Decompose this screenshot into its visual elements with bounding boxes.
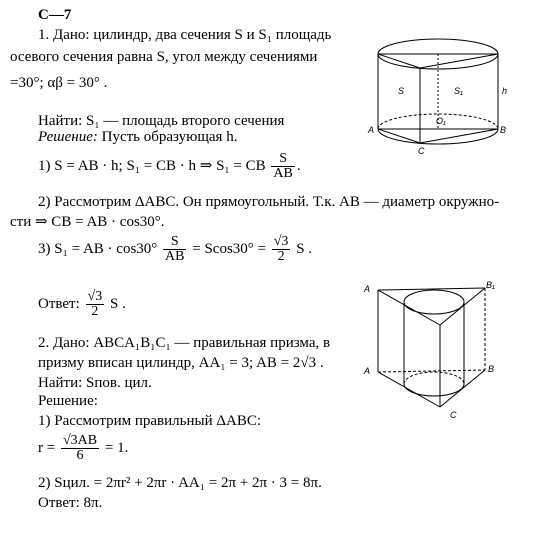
fraction [163,235,186,264]
fig1-label-O1: O₁ [436,116,446,126]
answer-end: S . [109,295,126,312]
r-text: r = [38,439,56,456]
fraction [61,434,99,463]
step3-mid: = Scos30° = [192,240,266,257]
p2-r-formula [38,434,128,463]
fig2-label-B: B [488,364,495,374]
p1-step-1 [38,152,301,181]
fraction-num: √3 [273,234,289,249]
p1-step-3 [38,235,312,264]
fraction-num: S [163,235,186,250]
r-end: = 1. [104,439,129,456]
step3-end: S . [296,240,313,257]
p1-solution [38,130,237,145]
fraction-den: AB [165,249,185,264]
cylinder-figure [368,30,510,170]
page-title: С—7 [38,7,72,23]
fraction [272,235,291,264]
p1-step-2: 2) Рассмотрим ΔABC. Он прямоугольный. Т.к. AB — диаметр окружно- [38,194,500,210]
fraction-den: AB [273,166,293,181]
step1-end: . [296,157,301,174]
p1-step-2b: сти ⇒ CB = AB · cos30°. [10,214,165,230]
fig1-label-C: C [418,146,425,156]
p2-solution: Решение: [38,393,98,409]
fraction-num: √3AB [62,433,98,448]
fig2-label-B1: B₁ [486,280,495,290]
p1-line-2: осевого сечения равна S, угол между сечениями [10,49,318,65]
fraction-num: S [271,152,294,167]
fraction-num: √3 [87,289,103,304]
p1-find: Найти: S₁ — площадь второго сечения [38,113,285,129]
step1-text: 1) S = AB · h; S₁ = CB · h ⇒ S₁ = CB [38,157,266,174]
answer-label: Ответ: [38,295,80,312]
p1-answer [38,290,126,319]
p2-step-1: 1) Рассмотрим правильный ΔABC: [38,413,262,429]
fraction-den: 2 [277,249,285,264]
fig2-label-A-top: A [364,284,371,294]
p2-line-1: 2. Дано: ABCA₁B₁C₁ — правильная призма, в [38,335,331,351]
step3-text: 3) S₁ = AB · cos30° [38,240,158,257]
p1-line-1: 1. Дано: цилиндр, два сечения S и S₁ площадь [38,27,332,43]
fraction [271,152,294,181]
fig1-label-S1: S₁ [454,86,463,96]
fig1-label-S: S [398,86,405,96]
fraction-den: 6 [76,448,84,463]
fig1-label-B: B [500,125,507,135]
fig2-label-A-mid: A [364,366,371,376]
solution-label: Решение: [38,129,98,145]
p2-step-2: 2) Sцил. = 2πr² + 2πr · AA₁ = 2π + 2π · 3 = 8π. [38,475,322,491]
p2-line-2: призму вписан цилиндр, AA₁ = 3; AB = 2√3 . [38,355,324,371]
fraction [86,290,105,319]
fig1-label-h: h [502,86,508,96]
prism-figure [370,280,510,430]
fig2-label-C: C [450,410,457,420]
p2-find: Найти: Sпов. цил. [38,375,152,391]
p2-answer: Ответ: 8π. [38,495,103,511]
solution-text: Пусть образующая h. [97,129,238,145]
p1-line-3: =30°; αβ = 30° . [10,75,108,91]
fig1-label-A: A [368,125,375,135]
fraction-den: 2 [91,304,99,319]
